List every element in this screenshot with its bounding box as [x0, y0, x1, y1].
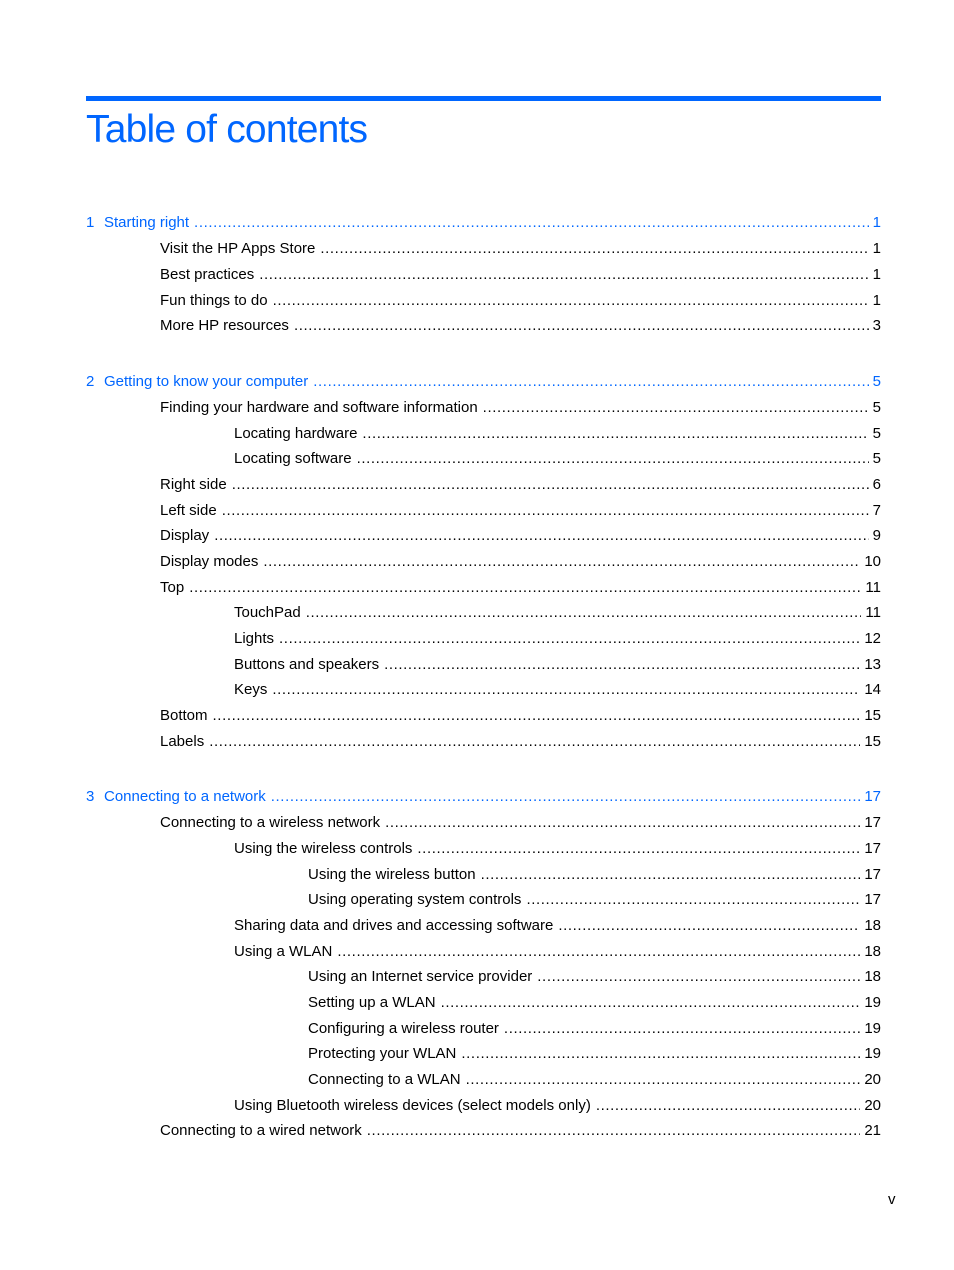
toc-entry[interactable] [234, 839, 881, 859]
dot-leader [537, 967, 860, 987]
toc-entry-text: Bottom [160, 707, 208, 724]
chapter-number: 3 [86, 788, 95, 805]
toc-entry-label [308, 865, 476, 885]
toc-entry[interactable] [308, 865, 881, 885]
toc-page-number: 5 [872, 425, 881, 442]
toc-page-number: 18 [864, 917, 881, 934]
toc-page-number: 17 [864, 866, 881, 883]
toc-entry[interactable] [160, 265, 881, 285]
toc-page-number: 10 [864, 553, 881, 570]
toc-entry-text: Visit the HP Apps Store [160, 240, 316, 257]
toc-entry-text: More HP resources [160, 317, 289, 334]
toc-entry[interactable] [160, 1121, 881, 1141]
toc-entry[interactable] [160, 706, 881, 726]
toc-page-number: 7 [872, 502, 881, 519]
toc-entry-label [86, 213, 189, 233]
dot-leader [271, 787, 861, 807]
toc-entry[interactable] [160, 732, 881, 752]
toc-entry-label [308, 1070, 461, 1090]
toc-entry-text: Finding your hardware and software information [160, 399, 478, 416]
toc-page-number: 19 [864, 1045, 881, 1062]
toc-entry[interactable] [160, 239, 881, 259]
toc-entry[interactable] [234, 655, 881, 675]
toc-entry-label [160, 501, 217, 521]
toc-entry-text: Using the wireless controls [234, 840, 413, 857]
chapter-number: 2 [86, 373, 95, 390]
toc-page-number: 15 [864, 707, 881, 724]
toc-entry[interactable] [234, 424, 881, 444]
dot-leader [596, 1096, 860, 1116]
toc-entry-text: Locating software [234, 450, 352, 467]
dot-leader [213, 706, 861, 726]
toc-page-number: 20 [864, 1071, 881, 1088]
toc-entry-label [234, 603, 301, 623]
toc-page-number: 1 [872, 240, 881, 257]
dot-leader [461, 1044, 860, 1064]
toc-entry-label [160, 475, 227, 495]
toc-entry-text: Right side [160, 476, 227, 493]
toc-entry-label [160, 732, 204, 752]
toc-page-number: 17 [864, 840, 881, 857]
toc-entry-text: Left side [160, 502, 217, 519]
toc-entry[interactable] [160, 291, 881, 311]
toc-entry[interactable] [234, 942, 881, 962]
toc-entry-text: Starting right [104, 214, 190, 231]
toc-entry-text: Using an Internet service provider [308, 968, 533, 985]
toc-entry-label [308, 890, 521, 910]
dot-leader [357, 449, 869, 469]
toc-page-number: 14 [864, 681, 881, 698]
toc-entry-label [160, 398, 478, 418]
toc-page-number: 6 [872, 476, 881, 493]
dot-leader [441, 993, 861, 1013]
toc-entry-text: Using operating system controls [308, 891, 522, 908]
toc-entry-text: Getting to know your computer [104, 373, 309, 390]
toc-entry-label [160, 526, 209, 546]
toc-entry[interactable] [160, 316, 881, 336]
toc-entry-label [234, 916, 553, 936]
toc-entry-label [234, 424, 357, 444]
toc-entry-label [234, 629, 274, 649]
toc-entry-text: Using Bluetooth wireless devices (select models only) [234, 1097, 591, 1114]
toc-chapter-entry[interactable] [86, 372, 881, 392]
toc-entry-label [160, 291, 268, 311]
toc-page-number: 20 [864, 1097, 881, 1114]
dot-leader [558, 916, 860, 936]
toc-entry-label [308, 1019, 499, 1039]
toc-entry-text: Lights [234, 630, 275, 647]
toc-entry-label [86, 372, 308, 392]
toc-entry-label [308, 993, 436, 1013]
toc-entry[interactable] [160, 475, 881, 495]
toc-page-number: 18 [864, 968, 881, 985]
page-number: v [888, 1191, 896, 1208]
toc-entry-text: Configuring a wireless router [308, 1020, 499, 1037]
dot-leader [214, 526, 868, 546]
toc-entry-text: TouchPad [234, 604, 301, 621]
toc-entry-text: Setting up a WLAN [308, 994, 436, 1011]
toc-page-number: 12 [864, 630, 881, 647]
toc-page-number: 17 [864, 891, 881, 908]
toc-entry[interactable] [308, 1019, 881, 1039]
dot-leader [306, 603, 862, 623]
dot-leader [384, 655, 860, 675]
toc-entry-text: Connecting to a network [104, 788, 266, 805]
toc-entry-text: Buttons and speakers [234, 656, 380, 673]
dot-leader [362, 424, 868, 444]
dot-leader [273, 291, 869, 311]
toc-entry[interactable] [160, 501, 881, 521]
chapter-number: 1 [86, 214, 95, 231]
toc-entry-label [86, 787, 266, 807]
toc-entry-label [234, 449, 352, 469]
toc-page-number: 15 [864, 733, 881, 750]
dot-leader [189, 578, 861, 598]
toc-entry-label [160, 1121, 362, 1141]
dot-leader [337, 942, 860, 962]
toc-page-number: 11 [865, 604, 881, 621]
dot-leader [294, 316, 869, 336]
toc-page-number: 3 [872, 317, 881, 334]
dot-leader [209, 732, 860, 752]
toc-entry[interactable] [234, 629, 881, 649]
dot-leader [466, 1070, 861, 1090]
dot-leader [272, 680, 860, 700]
dot-leader [483, 398, 869, 418]
toc-entry-label [234, 655, 379, 675]
dot-leader [320, 239, 868, 259]
toc-page-number: 19 [864, 1020, 881, 1037]
toc-entry-text: Protecting your WLAN [308, 1045, 457, 1062]
toc-entry-label [160, 265, 254, 285]
toc-page-number: 19 [864, 994, 881, 1011]
toc-entry-label [160, 578, 184, 598]
toc-page-number: 1 [872, 266, 881, 283]
toc-entry-text: Using the wireless button [308, 866, 476, 883]
toc-entry-label [160, 813, 380, 833]
toc-page-number: 17 [864, 814, 881, 831]
dot-leader [481, 865, 861, 885]
dot-leader [504, 1019, 860, 1039]
toc-entry-label [234, 1096, 591, 1116]
toc-page-number: 11 [865, 579, 881, 596]
dot-leader [313, 372, 868, 392]
dot-leader [279, 629, 860, 649]
page-title: Table of contents [86, 108, 368, 151]
dot-leader [526, 890, 860, 910]
toc-page-number: 5 [872, 399, 881, 416]
toc-entry-text: Top [160, 579, 185, 596]
toc-entry[interactable] [308, 1044, 881, 1064]
toc-entry[interactable] [234, 603, 881, 623]
toc-entry-text: Display modes [160, 553, 259, 570]
toc-entry-text: Connecting to a wired network [160, 1122, 362, 1139]
toc-entry-label [234, 942, 332, 962]
dot-leader [232, 475, 869, 495]
toc-page-number: 1 [872, 292, 881, 309]
toc-entry[interactable] [160, 578, 881, 598]
toc-entry[interactable] [160, 398, 881, 418]
toc-entry-text: Fun things to do [160, 292, 268, 309]
toc-page-number: 9 [872, 527, 881, 544]
toc-entry-label [234, 839, 412, 859]
toc-entry[interactable] [160, 813, 881, 833]
toc-entry-text: Using a WLAN [234, 943, 333, 960]
toc-entry[interactable] [234, 680, 881, 700]
dot-leader [385, 813, 860, 833]
toc-entry-text: Labels [160, 733, 205, 750]
toc-entry[interactable] [308, 1070, 881, 1090]
toc-entry-label [308, 1044, 456, 1064]
toc-entry[interactable] [160, 526, 881, 546]
toc-entry[interactable] [308, 967, 881, 987]
toc-page-number: 5 [872, 450, 881, 467]
dot-leader [194, 213, 869, 233]
toc-entry-label [160, 706, 208, 726]
toc-entry-label [160, 552, 258, 572]
toc-page-number: 21 [864, 1122, 881, 1139]
toc-page-number: 17 [864, 788, 881, 805]
toc-page-number: 13 [864, 656, 881, 673]
toc-page-number: 1 [872, 214, 881, 231]
toc-entry-text: Locating hardware [234, 425, 358, 442]
toc-entry-text: Connecting to a wireless network [160, 814, 381, 831]
toc-entry-label [308, 967, 532, 987]
toc-page-number: 18 [864, 943, 881, 960]
dot-leader [367, 1121, 861, 1141]
toc-entry-text: Display [160, 527, 210, 544]
toc-entry-text: Best practices [160, 266, 255, 283]
toc-entry[interactable] [234, 449, 881, 469]
toc-entry[interactable] [308, 890, 881, 910]
dot-leader [259, 265, 868, 285]
toc-entry[interactable] [308, 993, 881, 1013]
toc-entry-label [234, 680, 267, 700]
dot-leader [222, 501, 869, 521]
toc-entry[interactable] [160, 552, 881, 572]
dot-leader [417, 839, 860, 859]
toc-page-number: 5 [872, 373, 881, 390]
toc-entry-text: Sharing data and drives and accessing software [234, 917, 554, 934]
toc-chapter-entry[interactable] [86, 213, 881, 233]
toc-entry-label [160, 239, 315, 259]
dot-leader [263, 552, 860, 572]
toc-entry-label [160, 316, 289, 336]
toc-chapter-entry[interactable] [86, 787, 881, 807]
toc-entry-text: Connecting to a WLAN [308, 1071, 461, 1088]
toc-entry-text: Keys [234, 681, 268, 698]
toc-entry[interactable] [234, 1096, 881, 1116]
toc-entry[interactable] [234, 916, 881, 936]
